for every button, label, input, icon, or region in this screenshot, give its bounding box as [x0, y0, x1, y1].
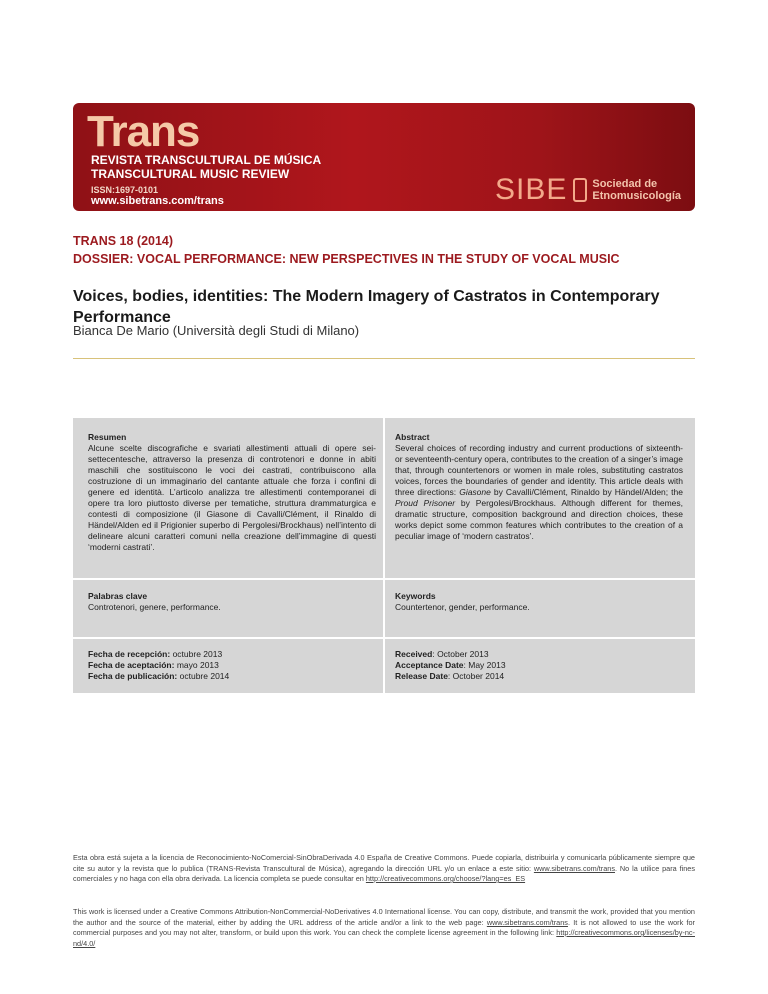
keywords-en-text: Countertenor, gender, performance. — [395, 602, 530, 612]
article-author: Bianca De Mario (Università degli Studi di Milano) — [73, 323, 360, 338]
dates-en-section — [395, 649, 683, 682]
row-divider — [73, 578, 695, 580]
sibe-emblem-icon — [573, 178, 587, 202]
license-es-site-link[interactable]: www.sibetrans.com/trans — [533, 863, 615, 873]
release-en-value: : October 2014 — [447, 671, 505, 681]
license-en-text-2: . It is not allowed to use the work for commercial purposes and you may not alter, transform, or build upon this work. You can check the complete license agreement in the following link: — [73, 917, 695, 937]
banner-subtitle-en: TRANSCULTURAL MUSIC REVIEW — [91, 167, 290, 181]
issue-header — [73, 232, 620, 268]
banner-url[interactable]: www.sibetrans.com/trans — [91, 195, 224, 207]
received-es — [88, 649, 376, 660]
keywords-en-section — [395, 591, 683, 613]
received-en-value: : October 2013 — [432, 649, 489, 659]
sibe-name-line2: Etnomusicología — [592, 190, 681, 202]
resumen-label: Resumen — [88, 432, 127, 442]
abstract-text-1: Several choices of recording industry and current productions of sixteenth- or seventeenth-century opera, contributes to the creation of a singer’s image that, through countertenors or women in male roles, substituting castratos voices, forces the boundaries of gender and identity. This article deals with three directions: — [395, 443, 683, 497]
dossier-title: DOSSIER: VOCAL PERFORMANCE: NEW PERSPECTIVES IN THE STUDY OF VOCAL MUSIC — [73, 252, 620, 266]
received-en — [395, 649, 683, 660]
license-en-text: This work is licensed under a Creative Commons Attribution-NonCommercial-NoDerivatives 4.0 International license. You can copy, distribute, and transmit the work, provided that you mention the author and the source of the material, either by adding the URL address of the article and/or a link to the web page: — [73, 907, 695, 927]
sibe-logo — [495, 173, 681, 207]
abstract-box — [73, 418, 695, 693]
license-en-site-link[interactable]: www.sibetrans.com/trans — [486, 917, 568, 927]
article-title: Voices, bodies, identities: The Modern Imagery of Castratos in Contemporary Performance — [73, 288, 660, 326]
accepted-es-value: mayo 2013 — [174, 660, 219, 670]
resumen-section — [88, 432, 376, 553]
received-es-label: Fecha de recepción: — [88, 649, 171, 659]
issue-number: TRANS 18 (2014) — [73, 234, 174, 248]
accepted-es-label: Fecha de aceptación: — [88, 660, 175, 670]
release-en-label: Release Date — [395, 671, 448, 681]
abstract-section — [395, 432, 683, 542]
accepted-en — [395, 660, 683, 671]
dates-es-section — [88, 649, 376, 682]
abstract-text-2: by Cavalli/Clément, Rinaldo by Händel/Alden; the — [490, 487, 683, 497]
accepted-es — [88, 660, 376, 671]
sibe-name-line1: Sociedad de — [592, 178, 658, 190]
banner-subtitle-es: REVISTA TRANSCULTURAL DE MÚSICA — [91, 153, 322, 167]
keywords-es-label: Palabras clave — [88, 591, 148, 601]
sibe-logo-text: SIBE — [495, 173, 568, 206]
abstract-text-3: by Pergolesi/Brockhaus. Although different for themes, dramatic structure, composition background and direction choices, these works depict some common features which contributes to the creation of a peculiar image of ‘modern castratos’. — [395, 498, 683, 541]
accepted-en-label: Acceptance Date — [395, 660, 464, 670]
license-en-cc-link[interactable]: http://creativecommons.org/licenses/by-nc-nd/4.0/ — [73, 928, 695, 948]
journal-banner — [73, 103, 695, 211]
published-es — [88, 671, 376, 682]
license-en — [73, 907, 695, 949]
abstract-label: Abstract — [395, 432, 430, 442]
received-en-label: Received — [395, 649, 433, 659]
divider — [73, 358, 695, 359]
abstract-title-proud: Proud Prisoner — [395, 498, 456, 508]
release-en — [395, 671, 683, 682]
sibe-name — [592, 178, 681, 202]
banner-issn: ISSN:1697-0101 — [91, 185, 159, 195]
column-divider — [383, 418, 385, 693]
abstract-title-giasone: Giasone — [459, 487, 491, 497]
keywords-en-label: Keywords — [395, 591, 436, 601]
license-es — [73, 853, 695, 885]
license-es-text-2: . No la utilice para fines comerciales y no haga con ella obra derivada. La licencia completa se puede consultar en — [73, 863, 695, 883]
row-divider — [73, 637, 695, 639]
published-es-label: Fecha de publicación: — [88, 671, 178, 681]
keywords-es-section — [88, 591, 376, 613]
published-es-value: octubre 2014 — [177, 671, 230, 681]
accepted-en-value: : May 2013 — [463, 660, 506, 670]
license-es-text: Esta obra está sujeta a la licencia de Reconocimiento-NoComercial-SinObraDerivada 4.0 España de Creative Commons. Puede copiarla, distribuirla y comunicarla públicamente siempre que cite su autor y la revista que lo publica (TRANS-Revista Transcultural de Música), agregando la dirección URL y/o un enlace a este sitio: — [73, 853, 695, 873]
received-es-value: octubre 2013 — [170, 649, 223, 659]
banner-title: Trans — [87, 107, 200, 156]
license-es-cc-link[interactable]: http://creativecommons.org/choose/?lang=es_ES — [365, 874, 526, 883]
resumen-text: Alcune scelte discografiche e svariati allestimenti attuali di opere sei-settecentesche, attraverso la presenza di controtenori e donne in abiti maschili che sostituiscono le voci dei castrati, contribuiscono alla costruzione di un immaginario del cantante attuale che forza i confini di genere ed identità. L’articolo analizza tre allestimenti contemporanei di opere tra loro piuttosto diverse per tematiche, struttura drammaturgica e contesti di composizione (il Giasone di Cavalli/Clément, il Rinaldo di Händel/Alden ed il Prigionier superbo di Pergolesi/Brockhaus) nell’intento di delineare alcuni caratteri comuni nella creazione dell’immagine di questi ‘moderni castrati’. — [88, 443, 376, 552]
keywords-es-text: Controtenori, genere, performance. — [88, 602, 221, 612]
